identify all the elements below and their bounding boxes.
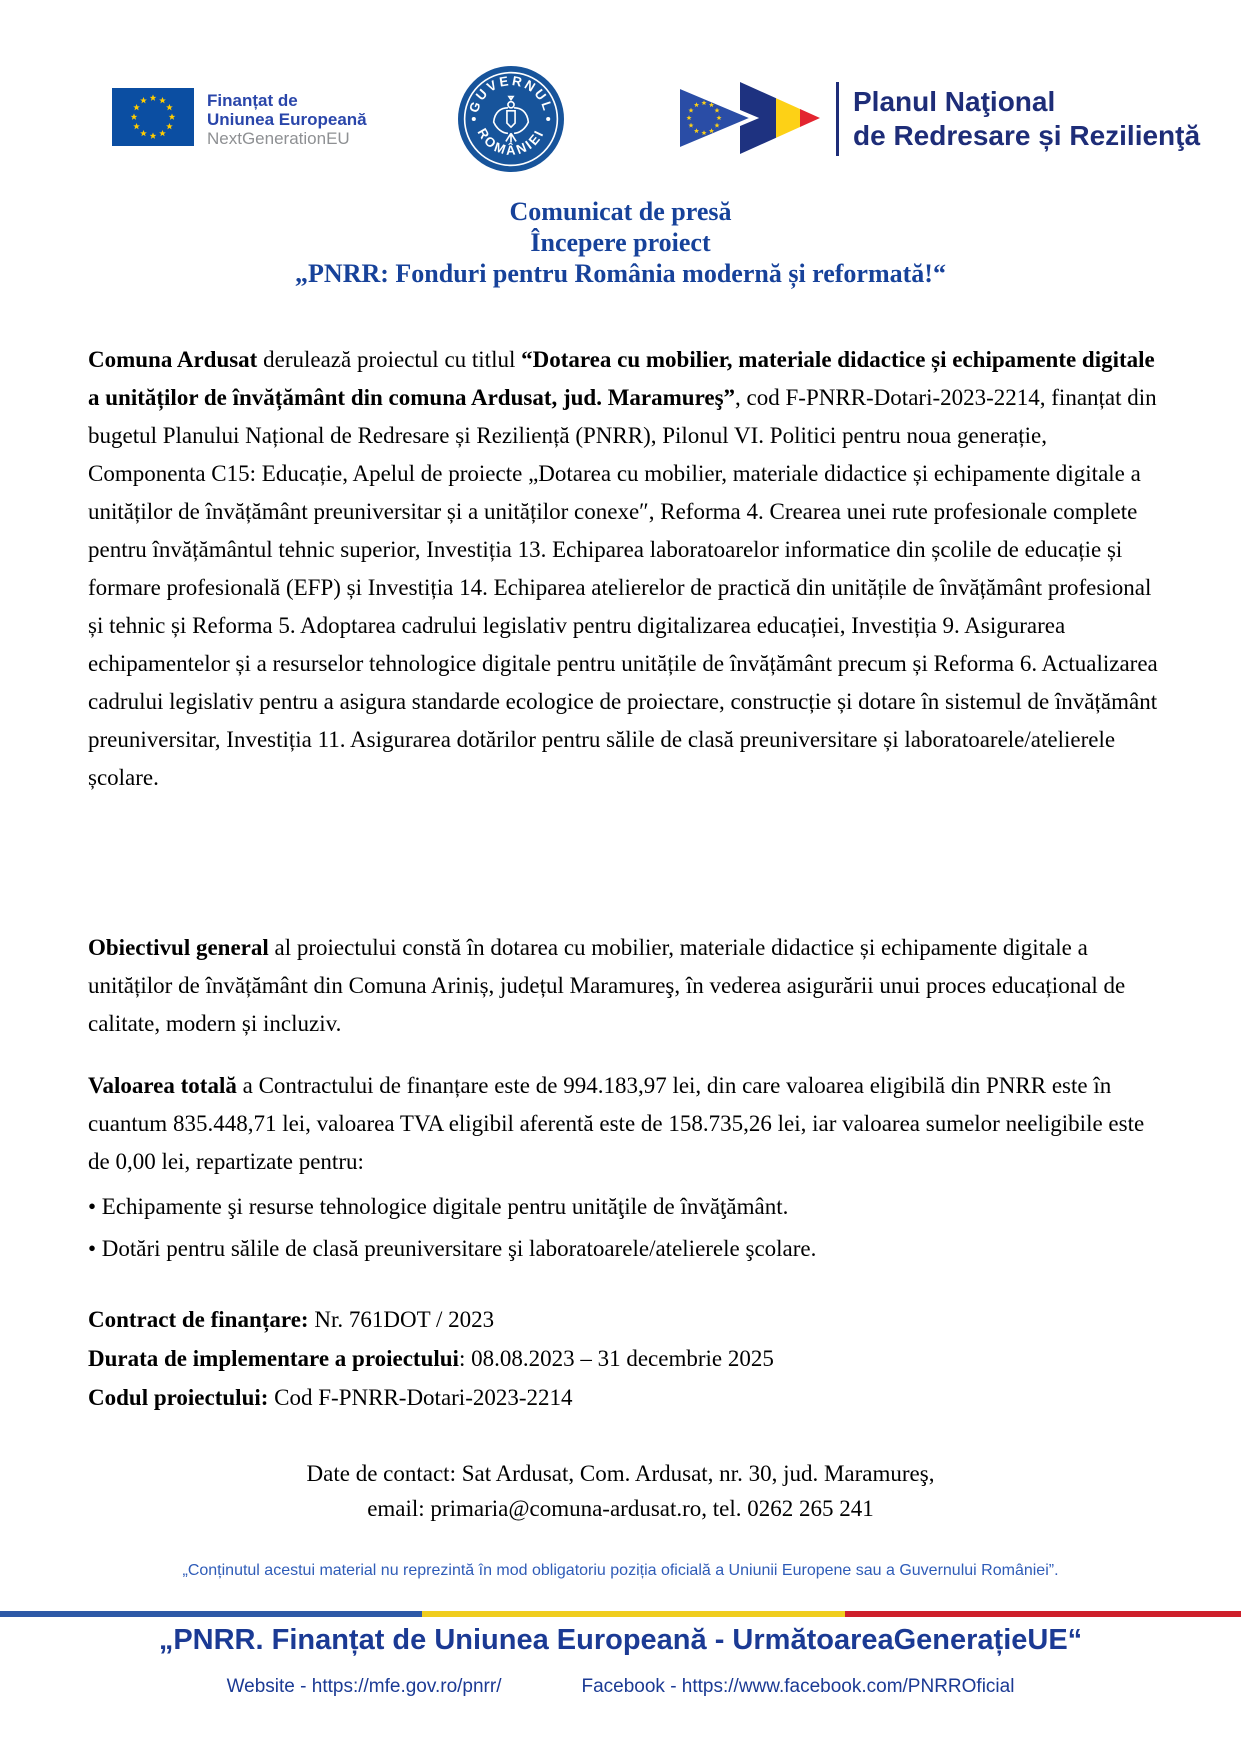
- contact-address: Date de contact: Sat Ardusat, Com. Ardusat, nr. 30, jud. Maramureş,: [306, 1461, 935, 1486]
- website-link[interactable]: Website - https://mfe.gov.ro/pnrr/: [226, 1676, 502, 1697]
- implementation-period-label: Durata de implementare a proiectului: [88, 1346, 459, 1371]
- flag-bar-blue: [0, 1611, 422, 1617]
- paragraph-text: a Contractului de finanțare este de 994.183,97 lei, din care valoarea eligibilă din PNRR este în cuantum 835.448,71 lei, valoarea TVA eligibil aferentă este de 158.735,26 lei, iar valoarea sumelor neeligibile este de 0,00 lei, repartizate pentru:: [88, 1073, 1145, 1174]
- contract-number-row: [88, 1300, 1160, 1339]
- title-line-2: Începere proiect: [530, 228, 711, 257]
- project-code-value: Cod F-PNRR-Dotari-2023-2214: [268, 1385, 573, 1410]
- contract-number-value: Nr. 761DOT / 2023: [308, 1307, 495, 1332]
- total-value-label: Valoarea totală: [88, 1073, 237, 1098]
- footer-slogan: „PNRR. Finanțat de Uniunea Europeană - UrmătoareaGenerațieUE“: [158, 1624, 1083, 1656]
- eu-funded-logo: [112, 88, 367, 148]
- eu-logo-line1: Finanțat de: [207, 91, 298, 110]
- flag-bar-yellow: [422, 1611, 845, 1617]
- bullet-item: • Dotări pentru sălile de clasă preuniversitare şi laboratoarele/atelierele şcolare.: [88, 1236, 817, 1261]
- paragraph-text: derulează proiectul cu titlul: [257, 347, 522, 372]
- contract-number-label: Contract de finanțare:: [88, 1307, 309, 1332]
- paragraph-text: al proiectului constă în dotarea cu mobilier, materiale didactice și echipamente digitale a unităților de învățământ din Comuna Ariniș, județul Maramureş, în vederea asigurării unui proces educațional de calitate, modern și incluziv.: [88, 935, 1126, 1036]
- seal-text-bottom: ROMÂNIEI: [474, 125, 548, 158]
- eu-logo-line3: NextGenerationEU: [207, 129, 350, 148]
- eu-flag-icon: [112, 88, 194, 146]
- pnrr-logo-caption: [853, 85, 1200, 153]
- objective-label: Obiectivul general: [88, 935, 269, 960]
- romanian-flag-bar: [0, 1611, 1241, 1617]
- bullet-list: [88, 1186, 1160, 1270]
- flag-bar-red: [845, 1611, 1241, 1617]
- implementation-period-value: : 08.08.2023 – 31 decembrie 2025: [458, 1346, 774, 1371]
- beneficiary-name: Comuna Ardusat: [88, 347, 258, 372]
- paragraph-total-value: [88, 1067, 1160, 1181]
- government-seal-icon: [458, 66, 564, 177]
- pnrr-logo-divider: [836, 82, 839, 156]
- contact-email-phone: email: primaria@comuna-ardusat.ro, tel. 0262 265 241: [367, 1496, 874, 1521]
- paragraph-project-description: [88, 341, 1160, 797]
- title-line-3: „PNRR: Fonduri pentru România modernă și reformată!“: [295, 259, 946, 288]
- pnrr-logo-line1: Planul Naţional: [853, 86, 1056, 117]
- implementation-period-row: [88, 1339, 1160, 1378]
- footer-links: [0, 1676, 1241, 1698]
- project-title: “Dotarea cu mobilier, materiale didactice și echipamente digitale a unităților de învățământ din comuna Ardusat, jud. Maramureş”: [88, 347, 1155, 410]
- disclaimer-text: „Conținutul acestui material nu reprezintă în mod obligatoriu poziția oficială a Uniunii Europene sau a Guvernului României”.: [182, 1562, 1059, 1579]
- pnrr-logo-line2: de Redresare și Rezilienţă: [853, 120, 1201, 151]
- bullet-item: • Echipamente şi resurse tehnologice digitale pentru unităţile de învăţământ.: [88, 1194, 789, 1219]
- title-line-1: Comunicat de presă: [509, 197, 732, 226]
- contract-details: [88, 1300, 1160, 1417]
- facebook-link[interactable]: Facebook - https://www.facebook.com/PNRROficial: [581, 1676, 1015, 1697]
- pnrr-arrows-icon: [674, 78, 826, 160]
- eu-logo-line2: Uniunea Europeană: [207, 110, 367, 129]
- project-code-label: Codul proiectului:: [88, 1385, 269, 1410]
- project-code-row: [88, 1378, 1160, 1417]
- seal-text-top: GUVERNUL: [465, 73, 557, 115]
- contact-block: [0, 1456, 1241, 1526]
- paragraph-text: , cod F-PNRR-Dotari-2023-2214, finanțat din bugetul Planului Național de Redresare și Reziliență (PNRR), Pilonul VI. Politici pentru noua generație, Componenta C15: Educație, Apelul de proiecte „Dotarea cu mobilier, materiale didactice și echipamente digitale a unităților de învățământ preuniversitar și a unităților conexe″, Reforma 4. Crearea unei rute profesionale complete pentru învățământul tehnic superior, Investiția 13. Echiparea laboratoarelor informatice din școlile de educație și formare profesională (EFP) și Investiția 14. Echiparea atelierelor de practică din unitățile de învățământ profesional și tehnic și Reforma 5. Adoptarea cadrului legislativ pentru digitalizarea educației, Investiția 9. Asigurarea echipamentelor și a resurselor tehnologice digitale pentru unitățile de învățământ precum și Reforma 6. Actualizarea cadrului legislativ pentru a asigura standarde ecologice de proiectare, construcție și dotare în sistemul de învățământ preuniversitar, Investiția 11. Asigurarea dotărilor pentru sălile de clasă preuniversitare și laboratoarele/atelierele școlare.: [88, 385, 1158, 790]
- eu-logo-caption: [207, 88, 367, 148]
- document-title: [0, 196, 1241, 289]
- pnrr-logo: [674, 78, 1200, 160]
- paragraph-objective: [88, 929, 1160, 1043]
